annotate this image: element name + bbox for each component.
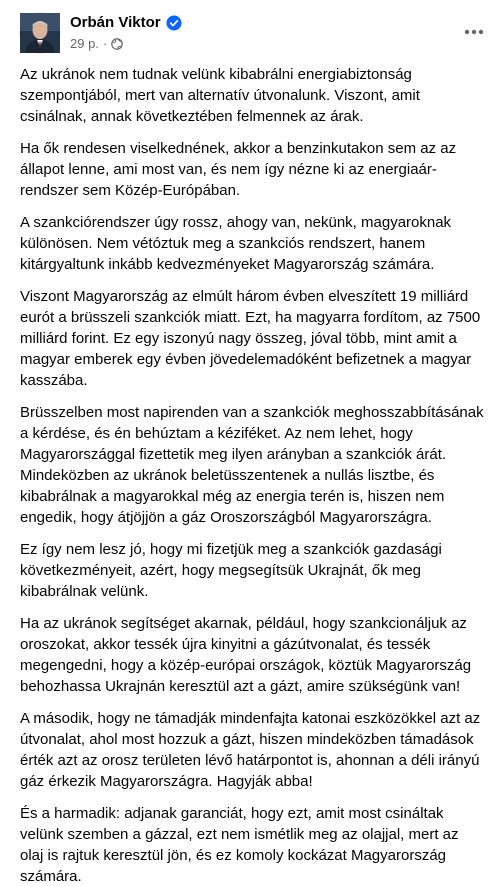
author-row	[70, 14, 182, 32]
globe-icon[interactable]	[111, 38, 123, 50]
post-body	[0, 64, 504, 887]
verified-badge-icon	[166, 15, 182, 31]
post-paragraph: Ez így nem lesz jó, hogy mi fizetjük meg a szankciók gazdasági következményeit, azért, hogy megsegítsük Ukrajnát, ők meg kibabrálnak velünk.	[20, 541, 442, 600]
post-timestamp[interactable]: 29 p.	[70, 36, 99, 51]
post-paragraph: A szankciórendszer úgy rossz, ahogy van, nekünk, magyaroknak különösen. Nem vétóztuk meg a szankciós rendszert, hanem kitárgyaltunk inkább kedvezményeket Magyarország számára.	[20, 214, 452, 273]
avatar-photo-icon	[20, 13, 60, 53]
post-header	[0, 0, 504, 64]
post-paragraph: Viszont Magyarország az elmúlt három évben elveszített 19 milliárd eurót a brüsszeli szankciók miatt. Ezt, ha magyarra fordítom, az 7500 milliárd forint. Ez egy iszonyú nagy összeg, jóval több, mint amit a magyar emberek egy évben jövedelemadóként befizetnek a magyar kasszába.	[20, 288, 481, 389]
author-name[interactable]: Orbán Viktor	[70, 14, 161, 31]
post-paragraph: Brüsszelben most napirenden van a szankciók meghosszabbításának a kérdése, és én behúztam a kéziféket. Az nem lehet, hogy Magyarországgal fizettetik meg ilyen arányban a szankciók árát. Mindeközben az ukránok beletüsszentenek a nullás lisztbe, és kibabrálnak a magyarokkal még az energia terén is, hiszen nem engedik, hogy átjöjjön a gáz Oroszországból Magyarországra.	[20, 404, 484, 526]
post-paragraph: A második, hogy ne támadják mindenfajta katonai eszközökkel azt az útvonalat, ahol most hozzuk a gázt, hiszen mindeközben támadások érték azt az orosz területen lévő határpontot is, ahonnan a déli irányú gáz érkezik Magyarországra. Hagyják abba!	[20, 710, 481, 790]
post-meta	[70, 36, 123, 52]
post-paragraph: Ha az ukránok segítséget akarnak, például, hogy szankcionáljuk az oroszokat, akkor tessék újra kinyitni a gázútvonalat, és tessék megengedni, hogy a közép-európai országok, köztük Magyarország behozhassa Ukrajnán keresztül azt a gázt, amire szükségünk van!	[20, 615, 472, 695]
more-options-icon	[464, 29, 484, 35]
post-paragraph: Ha ők rendesen viselkednének, akkor a benzinkutakon sem az az állapot lenne, ami most van, és nem így nézne ki az energiaár-rendszer sem Közép-Európában.	[20, 140, 457, 199]
meta-separator: ·	[102, 36, 108, 51]
author-avatar[interactable]	[20, 13, 60, 53]
more-options-button[interactable]	[456, 14, 492, 50]
post-paragraph: Az ukránok nem tudnak velünk kibabrálni energiabiztonság szempontjából, mert van alternatív útvonalunk. Viszont, amit csinálnak, annak következtében felmennek az árak.	[20, 66, 420, 125]
post-paragraph: És a harmadik: adjanak garanciát, hogy ezt, amit most csináltak velünk szemben a gázzal, ezt nem ismétlik meg az olajjal, mert az olaj is rajtuk keresztül jön, és ez komoly kockázat Magyarország számára.	[20, 805, 459, 885]
